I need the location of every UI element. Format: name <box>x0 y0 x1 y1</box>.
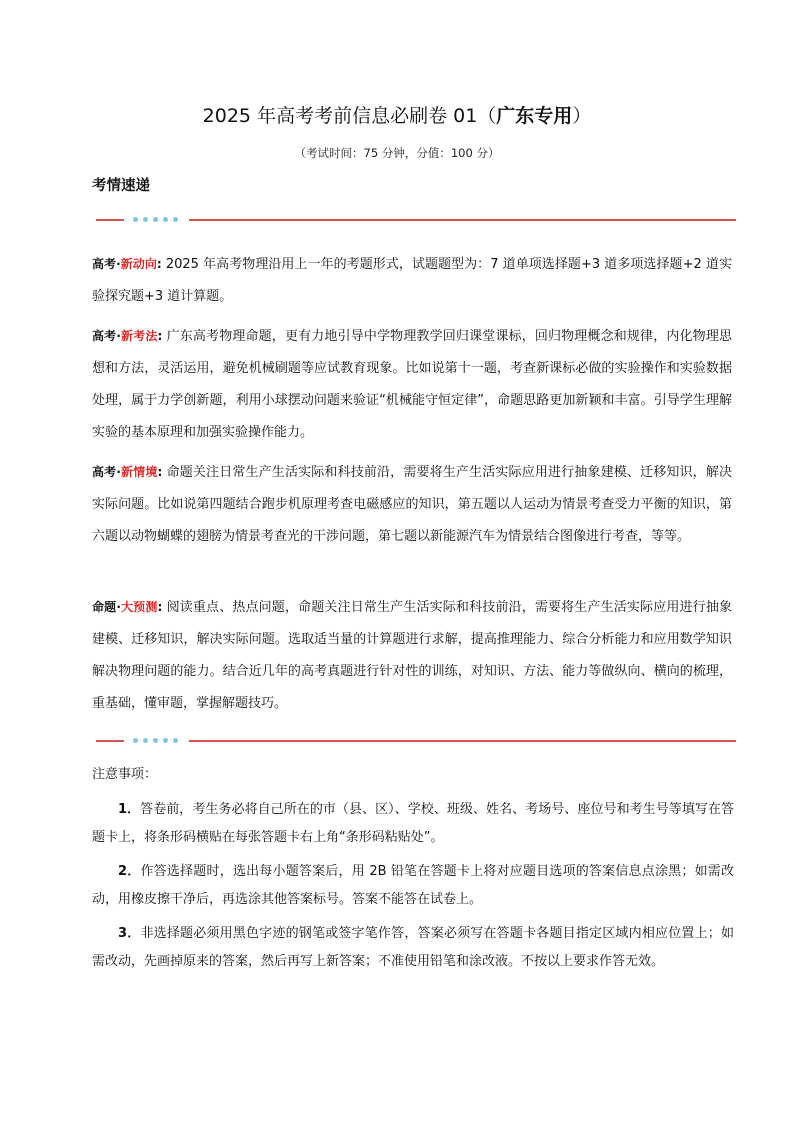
paragraph-text: 2025 年高考物理沿用上一年的考题形式，试题题型为：7 道单项选择题+3 道多项选择题+2 道实验探究题+3 道计算题。 <box>92 257 732 304</box>
divider-dot <box>163 738 168 743</box>
notice-text: 作答选择题时，选出每小题答案后，用 2B 铅笔在答题卡上将对应题目选项的答案信息点涂黑；如需改动，用橡皮擦干净后，再选涂其他答案标号。答案不能答在试卷上。 <box>92 864 734 907</box>
title-region: 广东专用 <box>496 105 573 127</box>
paragraph-text: 阅读重点、热点问题，命题关注日常生产生活实际和科技前沿，需要将生产生活实际应用进行抽象建模、迁移知识，解决实际问题。选取适当量的计算题进行求解，提高推理能力、综合分析能力和应用数学知识解决物理问题的能力。结合近几年的高考真题进行针对性的训练，对知识、方法、能力等做纵向、横向的梳理，重基础，懂审题，掌握解题技巧。 <box>92 600 732 711</box>
paragraph-label: 命题·大预测: <box>92 600 163 614</box>
paragraph-new-method <box>92 320 732 449</box>
divider-top <box>96 215 736 225</box>
exam-info-subtitle: （考试时间：75 分钟，分值：100 分） <box>294 146 500 160</box>
paragraph-new-trend <box>92 248 732 313</box>
divider-dot <box>133 217 138 222</box>
page-title <box>0 104 794 128</box>
divider-dot <box>163 217 168 222</box>
notice-item-2 <box>92 858 734 914</box>
paragraph-prediction <box>92 591 732 720</box>
paragraph-label: 高考·新考法: <box>92 329 163 343</box>
notice-title: 注意事项： <box>92 767 158 782</box>
paragraph-text: 命题关注日常生产生活实际和科技前沿，需要将生产生活实际应用进行抽象建模、迁移知识，解决实际问题。比如说第四题结合跑步机原理考查电磁感应的知识，第五题以人运动为情景考查受力平衡的知识，第六题以动物蝴蝶的翅膀为情景考查光的干涉问题，第七题以新能源汽车为情景结合图像进行考查，等等。 <box>92 465 732 544</box>
divider-line-left <box>96 740 124 742</box>
divider-dot <box>143 738 148 743</box>
paragraph-label: 高考·新情境: <box>92 465 163 479</box>
divider-dot <box>173 738 178 743</box>
divider-line-left <box>96 219 124 221</box>
notice-number: 3． <box>118 926 141 941</box>
divider-dot <box>153 217 158 222</box>
paragraph-label: 高考·新动向: <box>92 257 162 271</box>
section-heading: 考情速递 <box>92 178 150 194</box>
divider-dot <box>143 217 148 222</box>
notice-item-3 <box>92 920 734 976</box>
divider-dot <box>133 738 138 743</box>
divider-dot <box>173 217 178 222</box>
notice-item-1 <box>92 796 734 852</box>
divider-bottom <box>96 736 736 746</box>
notice-number: 1． <box>118 802 141 817</box>
paragraph-new-context <box>92 456 732 553</box>
notice-text: 非选择题必须用黑色字迹的钢笔或签字笔作答，答案必须写在答题卡各题目指定区域内相应位置上；如需改动，先画掉原来的答案，然后再写上新答案；不准使用铅笔和涂改液。不按以上要求作答无效。 <box>92 926 734 969</box>
title-end: ） <box>572 105 592 127</box>
divider-dot <box>153 738 158 743</box>
paragraph-text: 广东高考物理命题，更有力地引导中学物理教学回归课堂课标，回归物理概念和规律，内化物理思想和方法，灵活运用，避免机械刷题等应试教育现象。比如说第十一题，考查新课标必做的实验操作和实验数据处理，属于力学创新题，利用小球摆动问题来验证“机械能守恒定律”，命题思路更加新颖和丰富。引导学生理解实验的基本原理和加强实验操作能力。 <box>92 329 732 440</box>
divider-line-right <box>189 740 736 742</box>
notice-number: 2． <box>118 864 141 879</box>
title-main: 2025 年高考考前信息必刷卷 01（ <box>202 105 497 127</box>
divider-line-right <box>189 219 736 221</box>
notice-text: 答卷前，考生务必将自己所在的市（县、区）、学校、班级、姓名、考场号、座位号和考生号等填写在答题卡上，将条形码横贴在每张答题卡右上角“条形码粘贴处”。 <box>92 802 734 845</box>
